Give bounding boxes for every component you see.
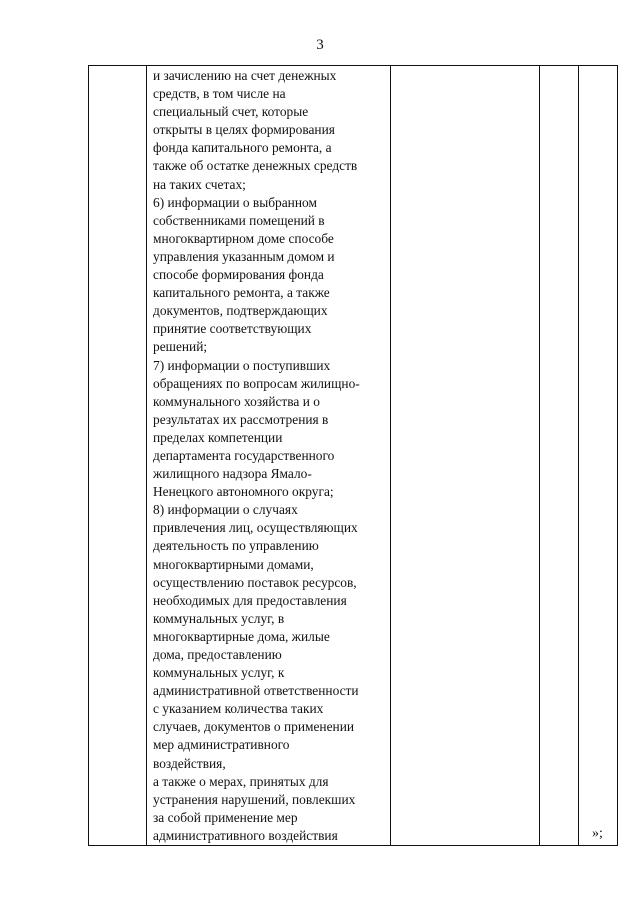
table-cell-3-text bbox=[391, 66, 539, 67]
table-cell-number bbox=[89, 66, 147, 846]
table-cell-3 bbox=[391, 66, 540, 846]
page-number: 3 bbox=[316, 37, 324, 53]
table-cell-4-text bbox=[540, 66, 578, 67]
table-cell-description-text: и зачислению на счет денежных средств, в том числе на специальный счет, которые открыты в целях формирования фонда капитального ремонта, а также об остатке денежных средств на таких счетах; 6) информации о выбранном собственниками помещений в многоквартирном доме способе управления указанным домом и способе формирования фонда капитального ремонта, а также документов, подтверждающих принятие соответствующих решений; 7) информации о поступивших обращениях по вопросам жилищно- коммунального хозяйства и о результатах их рассмотрения в пределах компетенции департамента государственного жилищного надзора Ямало- Ненецкого автономного округа; 8) информации о случаях привлечения лиц, осуществляющих деятельность по управлению многоквартирными домами, осуществлению поставок ресурсов, необходимых для предоставления коммунальных услуг, в многоквартирные дома, жилые дома, предоставлению коммунальных услуг, к административной ответственности с указанием количества таких случаев, документов о применении мер административного воздействия, а также о мерах, принятых для устранения нарушений, повлекших за собой применение мер административного воздействия bbox=[153, 68, 360, 843]
closing-quote-mark: »; bbox=[592, 826, 603, 841]
table-cell-number-text bbox=[89, 66, 146, 67]
table-cell-5-text bbox=[579, 66, 617, 67]
table-cell-description bbox=[147, 66, 391, 846]
document-table bbox=[88, 65, 618, 846]
table-row bbox=[89, 66, 618, 846]
table-cell-4 bbox=[540, 66, 579, 846]
table-cell-5 bbox=[579, 66, 618, 846]
